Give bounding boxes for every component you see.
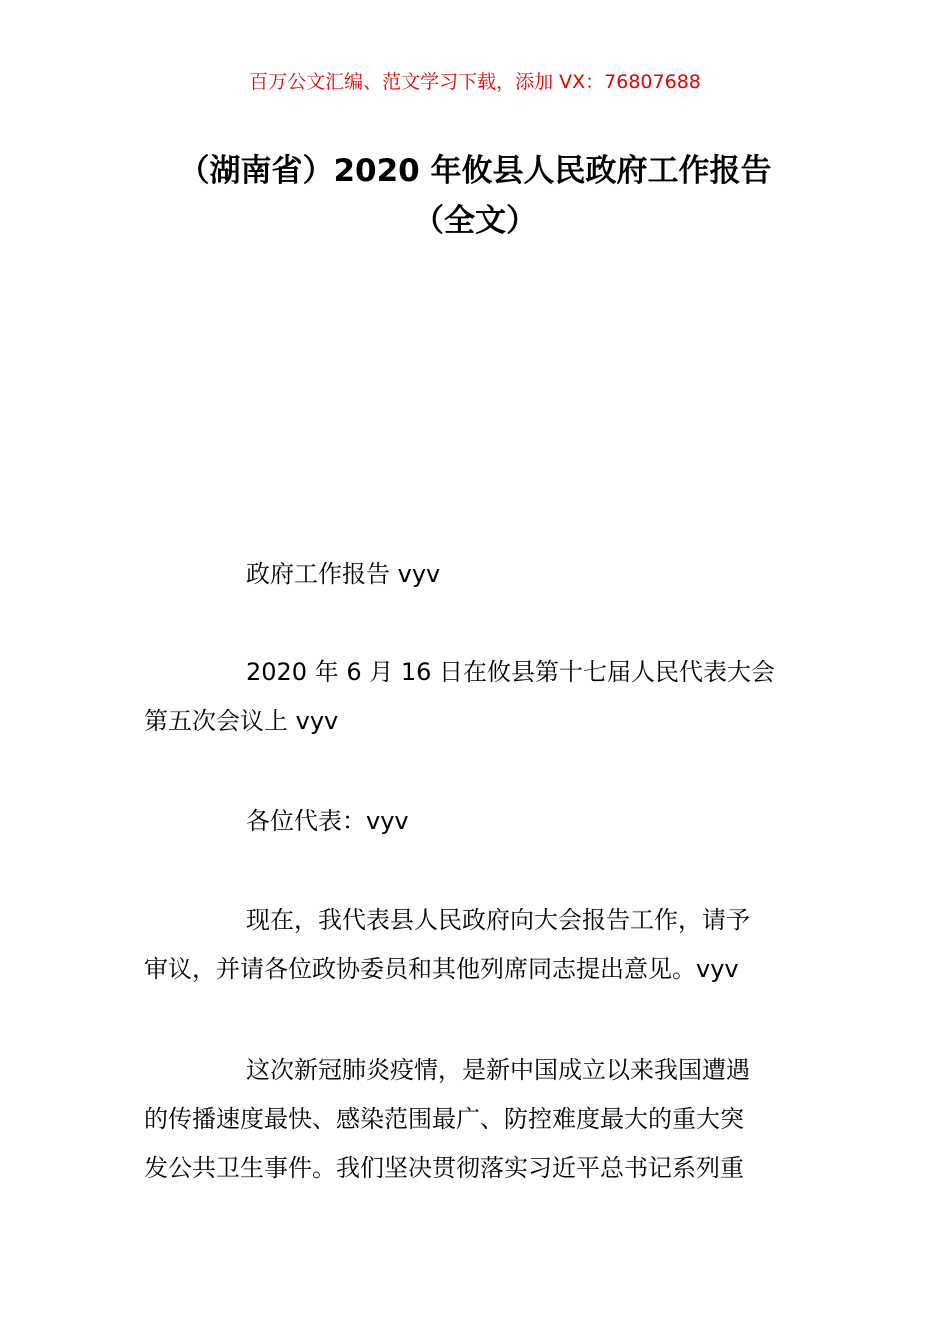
paragraph-epidemic xyxy=(144,1046,809,1193)
paragraph-intro xyxy=(144,896,809,994)
paragraph-line: 政府工作报告 vyv xyxy=(246,560,441,588)
paragraph-date xyxy=(144,648,809,746)
paragraph-line: 审议，并请各位政协委员和其他列席同志提出意见。vyv xyxy=(144,955,739,983)
header-note: 百万公文汇编、范文学习下载，添加 VX：76807688 xyxy=(249,71,701,93)
paragraph-line: 这次新冠肺炎疫情，是新中国成立以来我国遭遇 xyxy=(246,1056,750,1084)
paragraph-salutation xyxy=(144,797,809,846)
title-line-2: （全文） xyxy=(413,203,537,239)
title-line-1: （湖南省）2020 年攸县人民政府工作报告 xyxy=(178,153,772,189)
paragraph-heading xyxy=(144,550,809,599)
paragraph-line: 各位代表：vyv xyxy=(246,807,409,835)
paragraph-line: 发公共卫生事件。我们坚决贯彻落实习近平总书记系列重 xyxy=(144,1154,744,1182)
paragraph-line: 第五次会议上 vyv xyxy=(144,707,339,735)
paragraph-line: 2020 年 6 月 16 日在攸县第十七届人民代表大会 xyxy=(246,658,776,686)
paragraph-line: 现在，我代表县人民政府向大会报告工作，请予 xyxy=(246,906,750,934)
paragraph-line: 的传播速度最快、感染范围最广、防控难度最大的重大突 xyxy=(144,1105,744,1133)
